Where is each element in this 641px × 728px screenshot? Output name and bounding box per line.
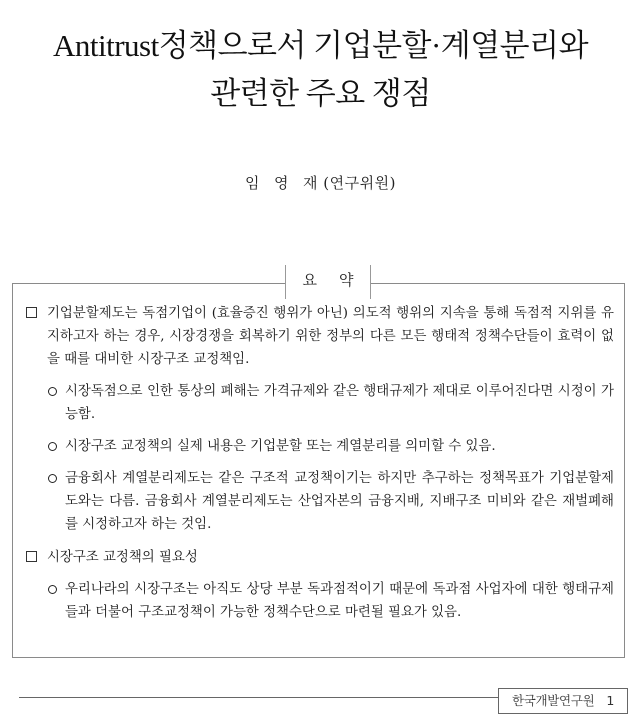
summary-section-text: 기업분할제도는 독점기업이 (효율증진 행위가 아닌) 의도적 행위의 지속을 통해 독점적 지위를 유지하고자 하는 경우, 시장경쟁을 회복하기 위한 정부의 다른 모든 행태적 정책수단들이 효력이 없을 때를 대비한 시장구조 교정책임. [47, 306, 614, 367]
summary-section-2 [26, 546, 614, 569]
summary-label-part: 요 [302, 271, 317, 289]
circle-bullet-icon [48, 442, 57, 451]
summary-bullet-text: 우리나라의 시장구조는 아직도 상당 부분 독과점적이기 때문에 독과점 사업자에 대한 행태규제들과 더불어 구조교정책이 가능한 정책수단으로 마련될 필요가 있음. [65, 582, 614, 620]
summary-bullet-text: 시장독점으로 인한 통상의 폐해는 가격규제와 같은 행태규제가 제대로 이루어진다면 시정이 가능함. [65, 384, 614, 422]
circle-bullet-icon [48, 474, 57, 483]
page-number: 1 [606, 693, 615, 708]
author-name-part: 재 [303, 174, 319, 192]
checkbox-square-icon [26, 551, 37, 562]
checkbox-square-icon [26, 307, 37, 318]
summary-section-1 [26, 302, 614, 371]
circle-bullet-icon [48, 585, 57, 594]
summary-label-part: 약 [339, 271, 354, 289]
document-title-line-1: Antitrust정책으로서 기업분할·계열분리와 [52, 28, 589, 63]
document-title-line-2: 관련한 주요 쟁점 [210, 76, 431, 111]
summary-bullet [26, 380, 614, 426]
summary-label [285, 265, 371, 299]
author-name-part: 영 [274, 174, 290, 192]
summary-bullet [26, 435, 614, 458]
circle-bullet-icon [48, 387, 57, 396]
summary-section-text: 시장구조 교정책의 필요성 [47, 550, 198, 565]
author-name-part: 임 [245, 174, 261, 192]
summary-bullet-text: 금융회사 계열분리제도는 같은 구조적 교정책이기는 하지만 추구하는 정책목표가 기업분할제도와는 다름. 금융회사 계열분리제도는 산업자본의 금융지배, 지배구조 미비와 같은 재벌폐해를 시정하고자 하는 것임. [65, 471, 614, 532]
author-line [0, 172, 641, 193]
footer-page-tag [498, 688, 628, 714]
summary-content [26, 302, 614, 624]
summary-bullet-text: 시장구조 교정책의 실제 내용은 기업분할 또는 계열분리를 의미할 수 있음. [65, 439, 496, 454]
summary-bullet [26, 578, 614, 624]
footer-rule [19, 697, 498, 698]
summary-bullet [26, 467, 614, 536]
footer-publisher: 한국개발연구원 [511, 693, 595, 708]
author-role: (연구위원) [323, 174, 396, 192]
